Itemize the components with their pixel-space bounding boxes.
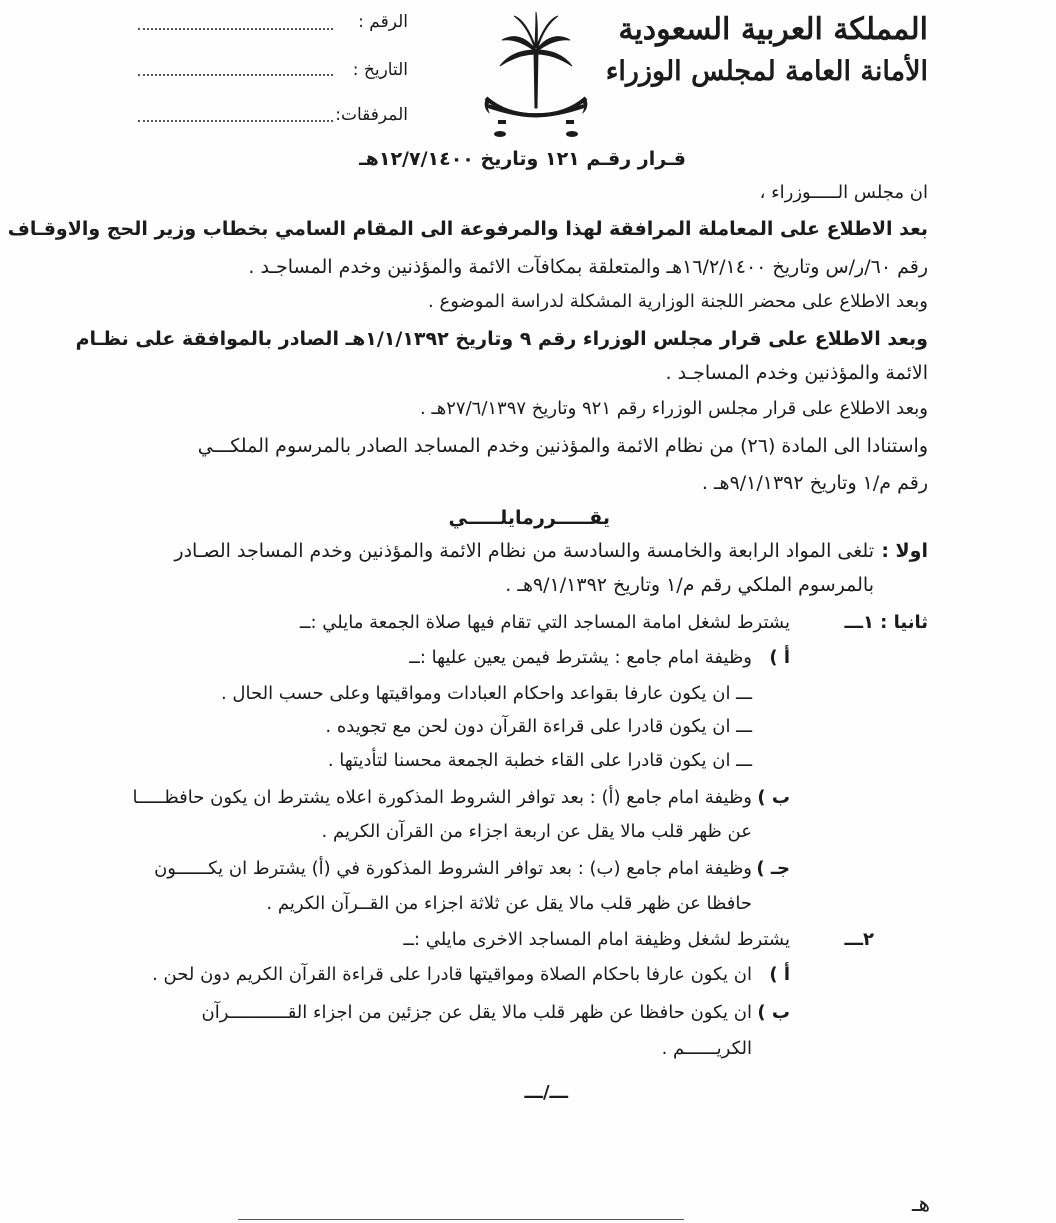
decision-title: قـرار رقـم ١٢١ وتاريخ ١٢/٧/١٤٠٠هـ <box>359 148 686 170</box>
item-1b-label: ب ) <box>757 787 790 808</box>
body-line-9: رقم م/١ وتاريخ ٩/١/١٣٩٢هـ . <box>701 472 928 494</box>
item-1-text: يشترط لشغل امامة المساجد التي تقام فيها صلاة الجمعة مايلي :ــ <box>299 612 790 633</box>
item-2b-line-2: الكريــــــم . <box>661 1038 752 1059</box>
item-2b-label: ب ) <box>757 1002 790 1023</box>
body-line-2: بعد الاطلاع على المعاملة المرافقة لهذا والمرفوعة الى المقام السامي بخطاب وزير الحج والاوقـاف <box>7 218 928 240</box>
footer-mark: هـ <box>912 1192 931 1217</box>
item-1c-line-1: وظيفة امام جامع (ب) : بعد توافر الشروط المذكورة في (أ) يشترط ان يكــــــون <box>154 858 752 879</box>
article-second-label: ثانيا : <box>880 612 928 633</box>
article-first-line-2: بالمرسوم الملكي رقم م/١ وتاريخ ٩/١/١٣٩٢هـ . <box>505 574 874 596</box>
palm-and-crossed-swords-icon <box>480 10 592 140</box>
item-1c-line-2: حافظا عن ظهر قلب مالا يقل عن ثلاثة اجزاء من القــرآن الكريم . <box>266 893 752 914</box>
body-line-8: واستنادا الى المادة (٢٦) من نظام الائمة والمؤذنين وخدم المساجد الصادر بالمرسوم الملكـــي <box>197 435 928 457</box>
item-2-number: ٢ـــ <box>844 929 874 950</box>
body-line-7: وبعد الاطلاع على قرار مجلس الوزراء رقم ٩٢١ وتاريخ ٢٧/٦/١٣٩٧هـ . <box>420 398 928 419</box>
number-label: الرقم : <box>358 12 408 32</box>
article-first-line-1: تلغى المواد الرابعة والخامسة والسادسة من نظام الائمة والمؤذنين وخدم المساجد الصـادر <box>174 540 874 562</box>
body-line-3: رقم ٦٠/ر/س وتاريخ ١٦/٢/١٤٠٠هـ والمتعلقة بمكافآت الائمة والمؤذنين وخدم المساجـد . <box>248 256 928 278</box>
item-1a-label: أ ) <box>769 647 790 668</box>
number-field-line <box>138 28 333 30</box>
item-1-number: ١ـــ <box>844 612 874 633</box>
item-1c-label: جـ ) <box>756 858 790 879</box>
secretariat-title: الأمانة العامة لمجلس الوزراء <box>605 56 928 87</box>
item-1b-line-2: عن ظهر قلب مالا يقل عن اربعة اجزاء من القرآن الكريم . <box>321 821 752 842</box>
date-label: التاريخ : <box>352 60 408 80</box>
body-line-5: وبعد الاطلاع على قرار مجلس الوزراء رقم ٩ وتاريخ ١/١/١٣٩٢هـ الصادر بالموافقة على نظـام <box>75 328 928 350</box>
item-2-text: يشترط لشغل وظيفة امام المساجد الاخرى مايلي :ــ <box>403 929 790 950</box>
item-1a-bullet-2: ـــ ان يكون قادرا على قراءة القرآن دون لحن مع تجويده . <box>325 716 752 737</box>
item-1a-bullet-1: ـــ ان يكون عارفا بقواعد واحكام العبادات ومواقيتها وعلى حسب الحال . <box>220 683 752 704</box>
decides-heading: يقـــــررمايلـــــي <box>448 507 610 529</box>
item-1b-line-1: وظيفة امام جامع (أ) : بعد توافر الشروط المذكورة اعلاه يشترط ان يكون حافظـــــا <box>132 787 752 808</box>
kingdom-title: المملكة العربية السعودية <box>618 12 928 47</box>
item-2a-text: ان يكون عارفا باحكام الصلاة ومواقيتها قادرا على قراءة القرآن الكريم دون لحن . <box>152 964 752 985</box>
item-2b-line-1: ان يكون حافظا عن ظهر قلب مالا يقل عن جزئين من اجزاء القـــــــــــرآن <box>201 1002 752 1023</box>
footer-divider <box>238 1219 684 1220</box>
body-line-4: وبعد الاطلاع على محضر اللجنة الوزارية المشكلة لدراسة الموضوع . <box>428 291 928 312</box>
date-field-line <box>138 74 333 76</box>
item-2a-label: أ ) <box>769 964 790 985</box>
body-line-6: الائمة والمؤذنين وخدم المساجـد . <box>665 362 928 384</box>
item-1a-bullet-3: ـــ ان يكون قادرا على القاء خطبة الجمعة محسنا لتأديتها . <box>327 750 752 771</box>
article-first-label: اولا : <box>881 540 928 562</box>
attachments-label: المرفقات: <box>335 105 408 125</box>
item-1a-text: وظيفة امام جامع : يشترط فيمن يعين عليها :ــ <box>409 647 752 668</box>
continuation-mark: ـــ/ـــ <box>524 1082 568 1103</box>
attachments-field-line <box>138 120 333 122</box>
body-line-1: ان مجلس الـــــوزراء ، <box>759 182 928 203</box>
